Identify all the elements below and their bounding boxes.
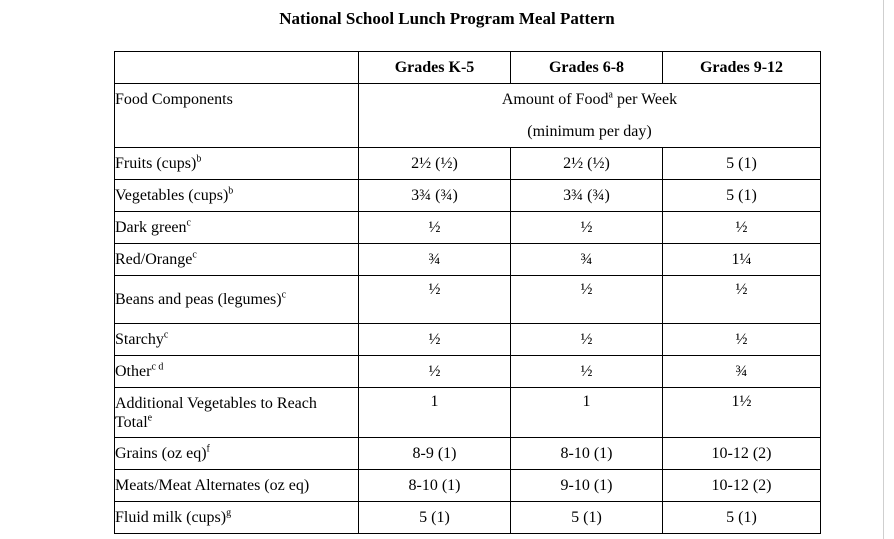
row-value-cell: 10-12 (2): [663, 470, 821, 502]
amount-header: [359, 84, 821, 116]
row-value-cell: ½: [511, 324, 663, 356]
row-value-cell: ½: [359, 356, 511, 388]
row-value-cell: ½: [359, 212, 511, 244]
minimum-per-day-label: (minimum per day): [359, 116, 821, 148]
page-edge-divider: [883, 0, 884, 539]
row-value-cell: ½: [511, 212, 663, 244]
footnote-marker: c: [192, 249, 197, 261]
amount-header-suffix: per Week: [612, 91, 678, 109]
row-value-cell: 5 (1): [359, 502, 511, 534]
row-value-cell: 8-9 (1): [359, 438, 511, 470]
row-label-cell: [115, 438, 359, 470]
footnote-marker: c: [281, 289, 287, 301]
grade-header-6-8: Grades 6-8: [511, 52, 663, 84]
row-value-cell: 3¾ (¾): [359, 180, 511, 212]
row-label-cell: [115, 502, 359, 534]
footnote-marker: c: [186, 217, 191, 229]
row-value-cell: ½: [663, 212, 821, 244]
row-label: Starchy: [115, 331, 164, 348]
row-value-cell: 8-10 (1): [511, 438, 663, 470]
row-value-cell: 2½ (½): [359, 148, 511, 180]
row-label-cell: [115, 212, 359, 244]
row-label: Red/Orange: [115, 251, 193, 268]
table-row: [115, 470, 821, 502]
row-label: Other: [115, 363, 152, 380]
row-label: Beans and peas (legumes): [115, 291, 282, 308]
row-label-cell: [115, 276, 359, 324]
footnote-marker: c d: [151, 361, 164, 373]
row-value-cell: 1¼: [663, 244, 821, 276]
row-label-cell: [115, 180, 359, 212]
row-value-cell: 1: [511, 388, 663, 438]
row-label-cell: [115, 244, 359, 276]
row-label: Grains (oz eq): [115, 445, 207, 462]
footnote-marker: b: [196, 153, 202, 165]
amount-header-text: Amount of Food: [501, 91, 609, 109]
row-value-cell: 5 (1): [663, 502, 821, 534]
row-value-cell: ½: [511, 276, 663, 324]
row-value-cell: 2½ (½): [511, 148, 663, 180]
row-label-cell: [115, 470, 359, 502]
table-row: [115, 180, 821, 212]
row-value-cell: 9-10 (1): [511, 470, 663, 502]
minimum-row: [115, 116, 821, 148]
row-value-cell: 1: [359, 388, 511, 438]
grade-header-9-12: Grades 9-12: [663, 52, 821, 84]
row-value-cell: ½: [359, 324, 511, 356]
table-row: [115, 388, 821, 438]
row-value-cell: 3¾ (¾): [511, 180, 663, 212]
table-row: [115, 438, 821, 470]
row-value-cell: 10-12 (2): [663, 438, 821, 470]
document-title: National School Lunch Program Meal Pattern: [279, 9, 615, 28]
row-label: Vegetables (cups): [115, 187, 229, 204]
row-label-cell: [115, 356, 359, 388]
row-value-cell: ½: [663, 324, 821, 356]
footnote-marker: g: [226, 507, 232, 519]
footnote-marker: f: [206, 443, 210, 455]
amount-header-row: [115, 84, 821, 116]
header-empty-cell: [115, 52, 359, 84]
table-row: [115, 356, 821, 388]
row-value-cell: 5 (1): [663, 180, 821, 212]
row-label: Dark green: [115, 219, 187, 236]
footnote-marker: c: [163, 329, 169, 341]
row-value-cell: ¾: [511, 244, 663, 276]
table-body: [115, 148, 821, 534]
row-value-cell: ½: [511, 356, 663, 388]
table-row: [115, 244, 821, 276]
row-value-cell: ½: [359, 276, 511, 324]
row-value-cell: ½: [663, 276, 821, 324]
table-row: [115, 212, 821, 244]
row-label-cell: [115, 324, 359, 356]
grade-header-row: [115, 52, 821, 84]
row-value-cell: ¾: [663, 356, 821, 388]
meal-pattern-table: [114, 51, 821, 534]
footnote-marker: e: [147, 412, 153, 424]
table-row: [115, 502, 821, 534]
row-value-cell: 5 (1): [511, 502, 663, 534]
footnote-marker: b: [228, 185, 234, 197]
amount-header-footnote: a: [608, 89, 613, 101]
row-label: Additional Vegetables to Reach Total: [115, 394, 317, 431]
row-value-cell: 1½: [663, 388, 821, 438]
row-label-cell: [115, 148, 359, 180]
row-label: Meats/Meat Alternates (oz eq): [115, 477, 310, 494]
row-label: Fluid milk (cups): [115, 509, 227, 526]
grade-header-k5: Grades K-5: [359, 52, 511, 84]
row-value-cell: 8-10 (1): [359, 470, 511, 502]
row-label: Fruits (cups): [115, 155, 197, 172]
table-row: [115, 324, 821, 356]
row-value-cell: ¾: [359, 244, 511, 276]
table-row: [115, 276, 821, 324]
minimum-empty-cell: [115, 116, 359, 148]
row-label-cell: [115, 388, 359, 438]
food-components-label: Food Components: [115, 84, 359, 116]
row-value-cell: 5 (1): [663, 148, 821, 180]
table-row: [115, 148, 821, 180]
